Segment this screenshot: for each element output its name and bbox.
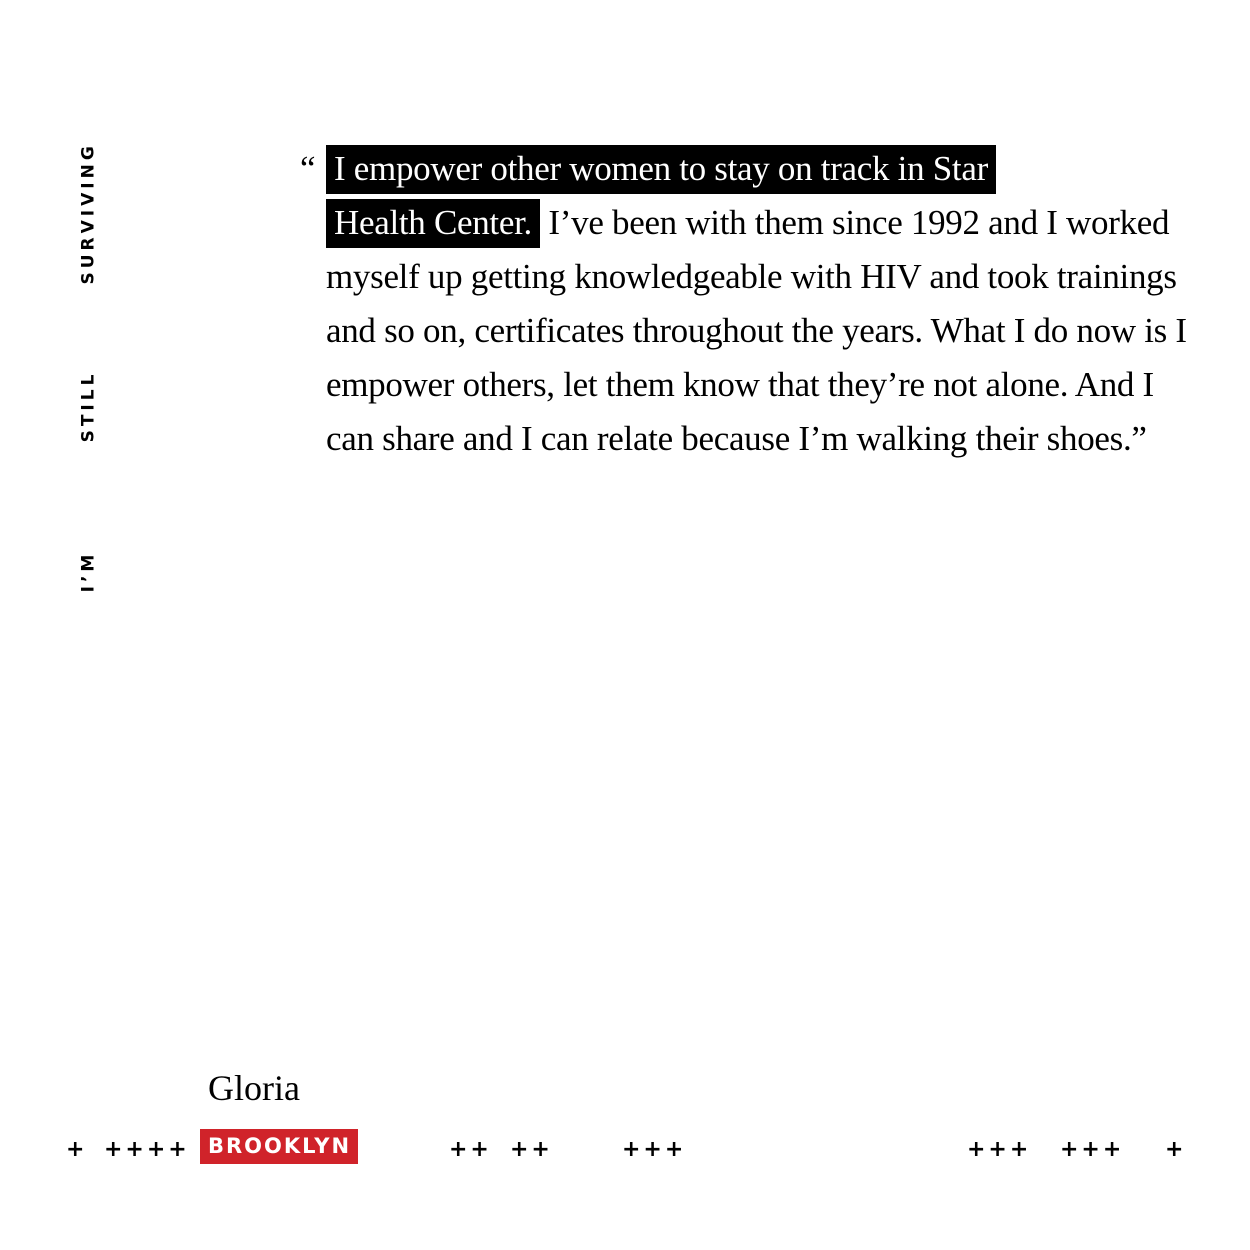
quote-highlight-line-2: Health Center.: [326, 199, 540, 248]
plus-decoration: +: [1165, 1137, 1187, 1162]
side-word-still: STILL: [78, 370, 99, 443]
plus-decoration: +++: [1060, 1137, 1125, 1162]
location-badge: BROOKLYN: [200, 1129, 358, 1164]
plus-decoration: +++: [622, 1137, 687, 1162]
plus-decoration: ++++: [104, 1137, 190, 1162]
open-quote-mark: “: [300, 149, 316, 188]
plus-decoration: +++: [967, 1137, 1032, 1162]
person-name: Gloria: [208, 1068, 300, 1108]
side-word-surviving: SURVIVING: [78, 142, 99, 285]
plus-decoration: +: [66, 1137, 88, 1162]
side-word-im: I’M: [78, 550, 99, 593]
plus-decoration: ++: [449, 1137, 492, 1162]
quote-highlight-line-1: I empower other women to stay on track in Star: [326, 145, 996, 194]
quote-body: I’ve been with them since 1992 and I worked myself up getting knowledgeable with HIV and took trainings and so on, certificates throughout the years. What I do now is I empower others, let them know that they’re not alone. And I can share and I can relate because I’m walking their shoes.”: [326, 203, 1187, 458]
plus-decoration: ++: [510, 1137, 553, 1162]
quote-block: [300, 142, 1206, 466]
